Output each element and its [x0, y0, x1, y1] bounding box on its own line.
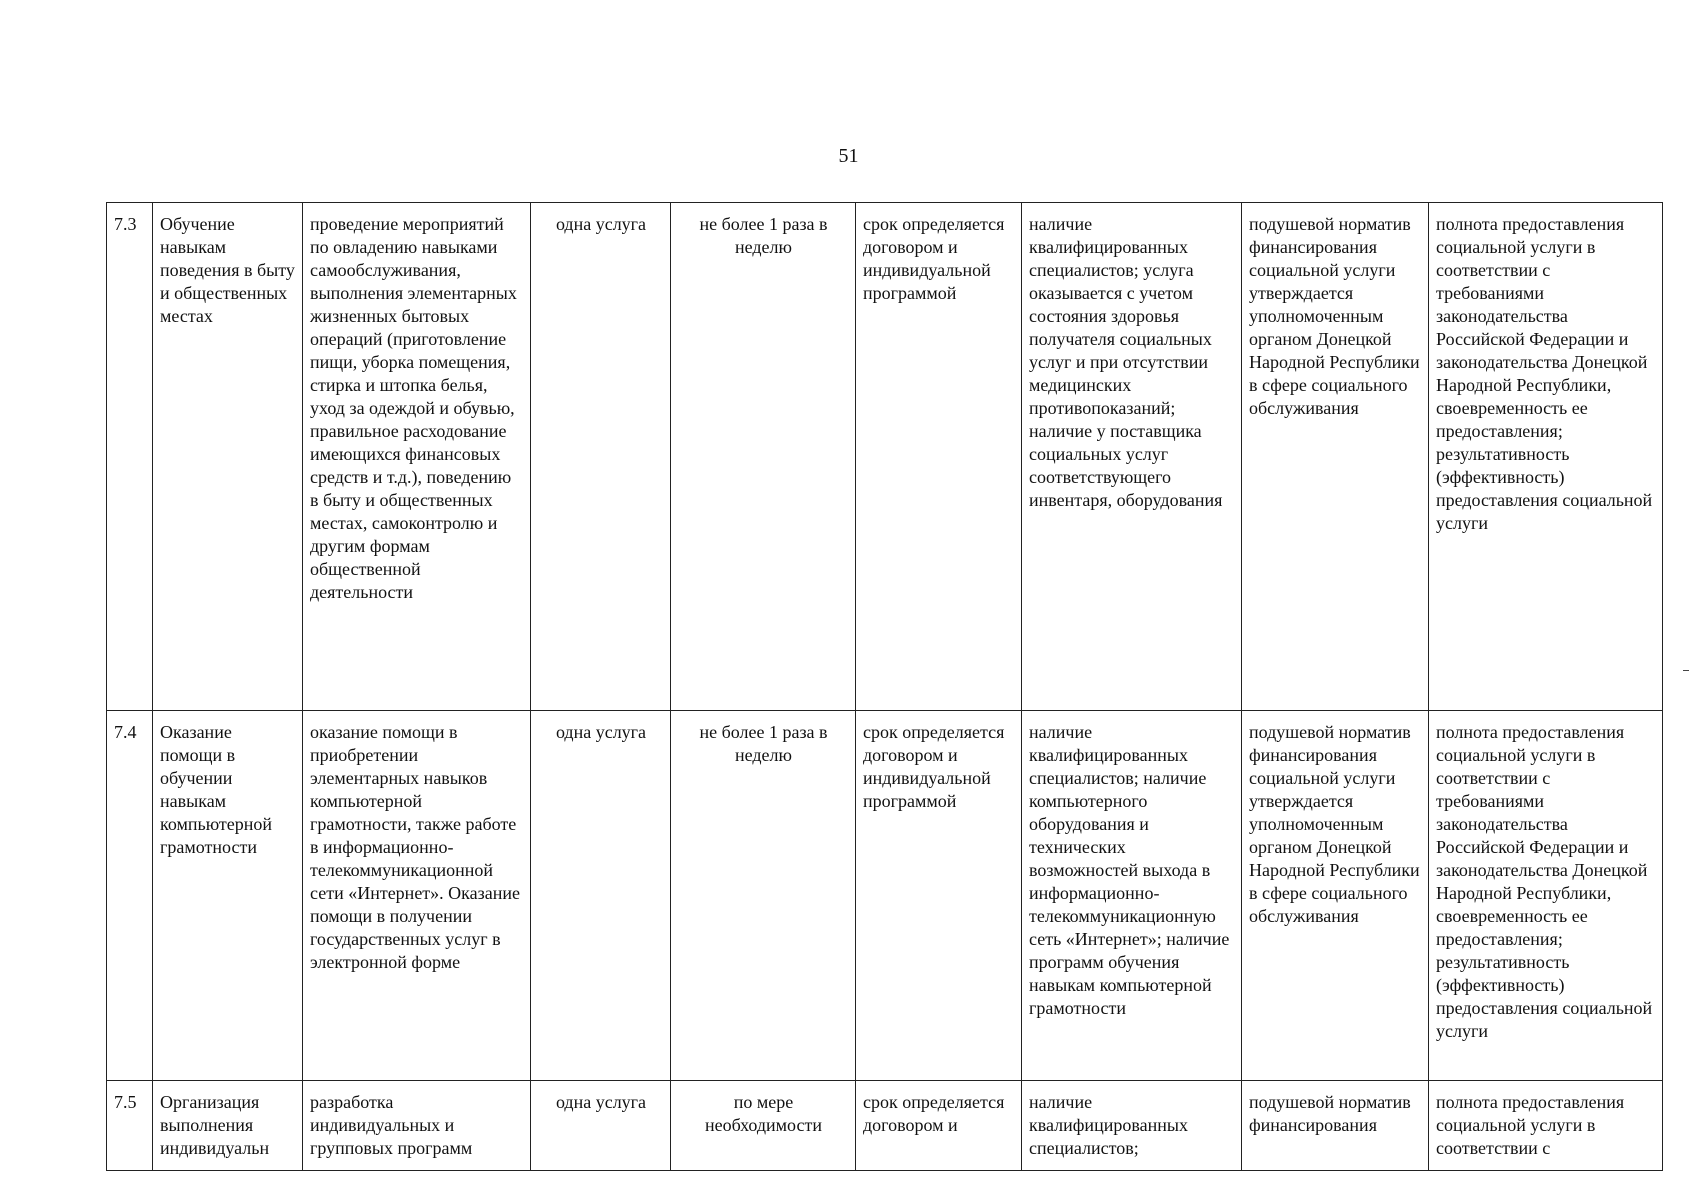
service-frequency: по мере необходимости — [671, 1081, 856, 1171]
service-description: проведение мероприятий по овладению навыками самообслуживания, выполнения элементарных жизненных бытовых операций (приготовление пищи, уборка помещения, стирка и штопка белья, уход за одеждой и обувью, правильное расходование имеющихся финансовых средств и т.д.), поведению в быту и общественных местах, самоконтролю и другим формам общественной деятельности — [303, 203, 531, 711]
service-financing: подушевой норматив финансирования — [1242, 1081, 1429, 1171]
service-conditions: наличие квалифицированных специалистов; услуга оказывается с учетом состояния здоровья получателя социальных услуг и при отсутствии медицинских противопоказаний; наличие у поставщика социальных услуг соответствующего инвентаря, оборудования — [1022, 203, 1242, 711]
service-financing: подушевой норматив финансирования социальной услуги утверждается уполномоченным органом Донецкой Народной Республики в сфере социального обслуживания — [1242, 203, 1429, 711]
service-description: разработка индивидуальных и групповых программ — [303, 1081, 531, 1171]
scan-mark — [1683, 670, 1689, 671]
service-conditions: наличие квалифицированных специалистов; наличие компьютерного оборудования и технических возможностей выхода в информационно-телекоммуникационную сеть «Интернет»; наличие программ обучения навыкам компьютерной грамотности — [1022, 711, 1242, 1081]
row-number: 7.5 — [107, 1081, 153, 1171]
service-description: оказание помощи в приобретении элементарных навыков компьютерной грамотности, также работе в информационно-телекоммуникационной сети «Интернет». Оказание помощи в получении государственных услуг в электронной форме — [303, 711, 531, 1081]
table-row — [107, 711, 1663, 1081]
service-quality: полнота предоставления социальной услуги в соответствии с требованиями законодательства Российской Федерации и законодательства Донецкой Народной Республики, своевременность ее предоставления; результативность (эффективность) предоставления социальной услуги — [1429, 711, 1663, 1081]
service-frequency: не более 1 раза в неделю — [671, 711, 856, 1081]
service-name: Обучение навыкам поведения в быту и общественных местах — [153, 203, 303, 711]
service-conditions: наличие квалифицированных специалистов; — [1022, 1081, 1242, 1171]
service-financing: подушевой норматив финансирования социальной услуги утверждается уполномоченным органом Донецкой Народной Республики в сфере социального обслуживания — [1242, 711, 1429, 1081]
table-row — [107, 1081, 1663, 1171]
services-table — [106, 202, 1663, 1171]
service-quality: полнота предоставления социальной услуги в соответствии с требованиями законодательства Российской Федерации и законодательства Донецкой Народной Республики, своевременность ее предоставления; результативность (эффективность) предоставления социальной услуги — [1429, 203, 1663, 711]
service-frequency: не более 1 раза в неделю — [671, 203, 856, 711]
service-unit: одна услуга — [531, 1081, 671, 1171]
row-number: 7.4 — [107, 711, 153, 1081]
service-name: Организация выполнения индивидуальн — [153, 1081, 303, 1171]
service-term: срок определяется договором и индивидуальной программой — [856, 203, 1022, 711]
service-term: срок определяется договором и — [856, 1081, 1022, 1171]
service-term: срок определяется договором и индивидуальной программой — [856, 711, 1022, 1081]
service-name: Оказание помощи в обучении навыкам компьютерной грамотности — [153, 711, 303, 1081]
service-quality: полнота предоставления социальной услуги в соответствии с — [1429, 1081, 1663, 1171]
service-unit: одна услуга — [531, 711, 671, 1081]
service-unit: одна услуга — [531, 203, 671, 711]
table-row — [107, 203, 1663, 711]
row-number: 7.3 — [107, 203, 153, 711]
page-number: 51 — [838, 145, 859, 167]
